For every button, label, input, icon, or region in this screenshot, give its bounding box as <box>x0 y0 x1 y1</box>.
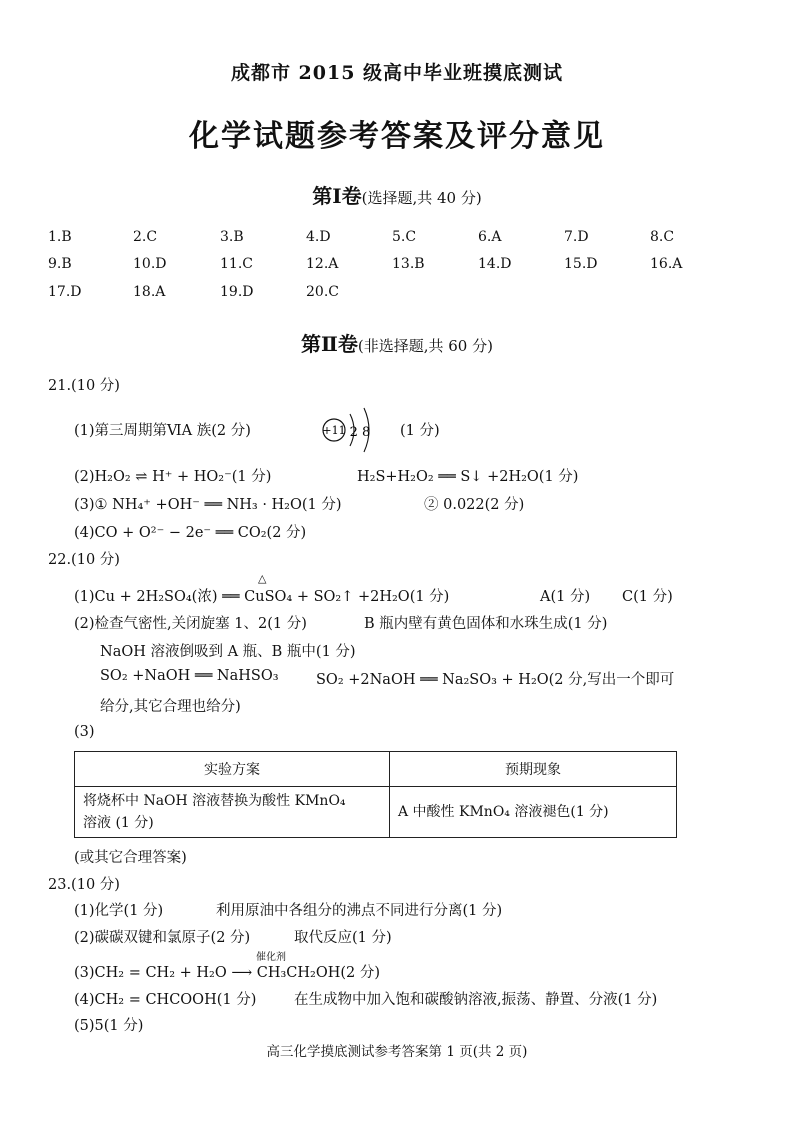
table-cell-plan-line1: 将烧杯中 NaOH 溶液替换为酸性 KMnO₄ <box>83 793 346 809</box>
answer-5: 5.C <box>392 229 417 245</box>
q22-line7: (或其它合理答案) <box>74 850 187 866</box>
table-header-row <box>75 752 677 787</box>
catalyst-condition: 催化剂 <box>256 952 286 963</box>
q22-line4a: SO₂ +NaOH ══ NaHSO₃ <box>100 668 279 684</box>
answer-14: 14.D <box>478 256 512 272</box>
q23-line1a: (1)化学(1 分) <box>74 903 164 919</box>
q22-line2b: B 瓶内壁有黄色固体和水珠生成(1 分) <box>364 616 608 632</box>
answer-12: 12.A <box>306 256 339 272</box>
q22-line6: (3) <box>74 724 95 740</box>
q22-line3: NaOH 溶液倒吸到 A 瓶、B 瓶中(1 分) <box>100 644 356 660</box>
document-title: 成都市 2015 级高中毕业班摸底测试 <box>230 62 564 84</box>
q22-line1: (1)Cu + 2H₂SO₄(浓) ══ CuSO₄ + SO₂↑ +2H₂O(1 分) <box>74 589 450 605</box>
part1-title: 第Ⅰ卷 <box>312 184 362 208</box>
q21-heading: 21.(10 分) <box>48 378 120 394</box>
answer-4: 4.D <box>306 229 331 245</box>
shell-electrons: 2 8 <box>349 425 371 440</box>
q21-line2b: H₂S+H₂O₂ ══ S↓ +2H₂O(1 分) <box>357 469 579 485</box>
q22-heading: 22.(10 分) <box>48 552 120 568</box>
q23-line2a: (2)碳碳双键和氯原子(2 分) <box>74 930 251 946</box>
answer-table <box>74 751 677 838</box>
q23-line4a: (4)CH₂ = CHCOOH(1 分) <box>74 992 257 1008</box>
q22-line2a: (2)检查气密性,关闭旋塞 1、2(1 分) <box>74 616 307 632</box>
part2-title: 第Ⅱ卷 <box>301 332 358 356</box>
q21-line2a: (2)H₂O₂ ⇌ H⁺ + HO₂⁻(1 分) <box>74 469 272 485</box>
answer-3: 3.B <box>220 229 244 245</box>
answer-13: 13.B <box>392 256 425 272</box>
q23-heading: 23.(10 分) <box>48 877 120 893</box>
table-cell-phenomenon: A 中酸性 KMnO₄ 溶液褪色(1 分) <box>390 787 677 838</box>
answer-11: 11.C <box>220 256 253 272</box>
q21-line1-score: (1 分) <box>400 423 440 439</box>
answer-1: 1.B <box>48 229 72 245</box>
q21-line4: (4)CO + O²⁻ − 2e⁻ ══ CO₂(2 分) <box>74 525 307 541</box>
q23-line4b: 在生成物中加入饱和碳酸钠溶液,振荡、静置、分液(1 分) <box>294 992 658 1008</box>
answer-16: 16.A <box>650 256 683 272</box>
heat-condition: △ <box>258 572 267 585</box>
answer-8: 8.C <box>650 229 675 245</box>
part1-note: (选择题,共 40 分) <box>361 189 482 207</box>
table-cell-plan-line2: 溶液 (1 分) <box>83 815 154 831</box>
table-row <box>75 787 677 838</box>
nucleus-charge: +11 <box>322 424 346 437</box>
answer-10: 10.D <box>133 256 167 272</box>
q21-line3b: ② 0.022(2 分) <box>424 497 525 513</box>
answer-20: 20.C <box>306 284 339 300</box>
answer-9: 9.B <box>48 256 72 272</box>
q22-line5: 给分,其它合理也给分) <box>100 699 241 715</box>
q21-line1: (1)第三周期第ⅥA 族(2 分) <box>74 423 251 439</box>
q23-line1b: 利用原油中各组分的沸点不同进行分离(1 分) <box>216 903 503 919</box>
answer-6: 6.A <box>478 229 502 245</box>
document-subtitle: 化学试题参考答案及评分意见 <box>189 119 605 154</box>
part2-note: (非选择题,共 60 分) <box>357 337 493 355</box>
q22-line1b: A(1 分) <box>540 589 591 605</box>
answer-19: 19.D <box>220 284 254 300</box>
part2-heading <box>0 328 794 357</box>
q23-line3: (3)CH₂ = CH₂ + H₂O ⟶ CH₃CH₂OH(2 分) <box>74 965 381 981</box>
answer-18: 18.A <box>133 284 166 300</box>
table-cell-plan <box>75 787 390 838</box>
page-footer: 高三化学摸底测试参考答案第 1 页(共 2 页) <box>266 1044 528 1060</box>
part1-heading <box>0 180 794 209</box>
answer-15: 15.D <box>564 256 598 272</box>
q21-line3a: (3)① NH₄⁺ +OH⁻ ══ NH₃ · H₂O(1 分) <box>74 497 342 513</box>
answer-17: 17.D <box>48 284 82 300</box>
q22-line4b: SO₂ +2NaOH ══ Na₂SO₃ + H₂O(2 分,写出一个即可 <box>316 672 675 688</box>
answer-7: 7.D <box>564 229 589 245</box>
table-header-plan: 实验方案 <box>75 752 390 787</box>
answer-2: 2.C <box>133 229 158 245</box>
q22-line1c: C(1 分) <box>622 589 673 605</box>
q23-line2b: 取代反应(1 分) <box>294 930 392 946</box>
atom-structure-diagram <box>320 402 390 454</box>
table-header-phenomenon: 预期现象 <box>390 752 677 787</box>
q23-line5: (5)5(1 分) <box>74 1018 144 1034</box>
